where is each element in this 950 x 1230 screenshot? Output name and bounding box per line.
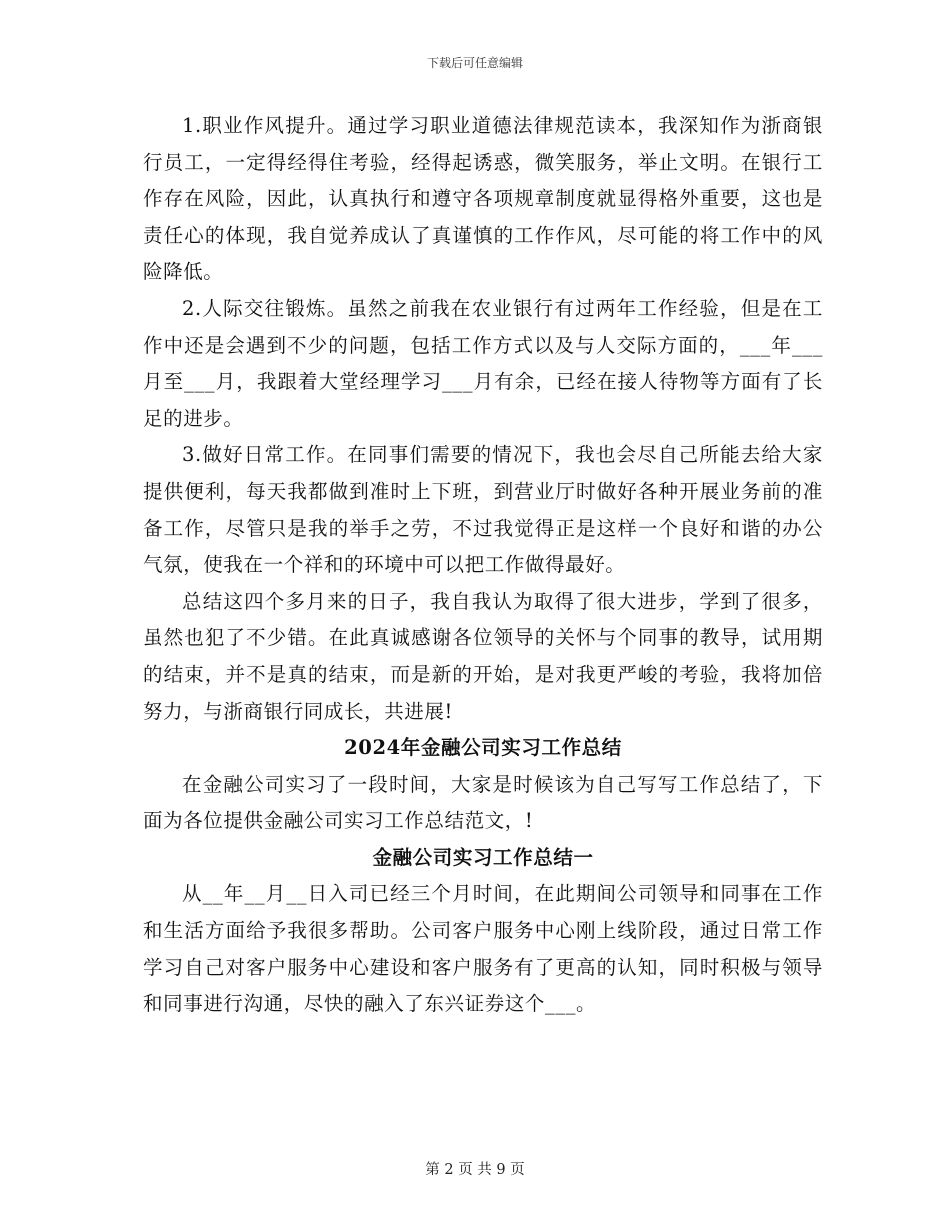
paragraph-intro: 在金融公司实习了一段时间，大家是时候该为自己写写工作总结了，下面为各位提供金融公司实习工作总结范文，! bbox=[143, 772, 823, 833]
paragraph-internship: 从__年__月__日入司已经三个月时间，在此期间公司领导和同事在工作和生活方面给予我很多帮助。公司客户服务中心刚上线阶段，通过日常工作学习自己对客户服务中心建设和客户服务有了更高的认知，同时积极与领导和同事进行沟通，尽快的融入了东兴证券这个___。 bbox=[143, 882, 823, 1016]
paragraph-work-style: 1.职业作风提升。通过学习职业道德法律规范读本，我深知作为浙商银行员工，一定得经得住考验，经得起诱惑，微笑服务，举止文明。在银行工作存在风险，因此，认真执行和遵守各项规章制度就显得格外重要，这也是责任心的体现，我自觉养成认了真谨慎的工作作风，尽可能的将工作中的风险降低。 bbox=[143, 114, 823, 284]
page-number: 第 2 页 共 9 页 bbox=[425, 1162, 525, 1178]
paragraph-interpersonal: 2.人际交往锻炼。虽然之前我在农业银行有过两年工作经验，但是在工作中还是会遇到不少的问题，包括工作方式以及与人交际方面的，___年___月至___月，我跟着大堂经理学习___月有余，已经在接人待物等方面有了长足的进步。 bbox=[143, 296, 823, 430]
paragraph-summary: 总结这四个多月来的日子，我自我认为取得了很大进步，学到了很多，虽然也犯了不少错。在此真诚感谢各位领导的关怀与个同事的教导，试用期的结束，并不是真的结束，而是新的开始，是对我更严峻的考验，我将加倍努力，与浙商银行同成长，共进展! bbox=[143, 589, 823, 723]
document-body bbox=[143, 108, 823, 1023]
section-title: 2024年金融公司实习工作总结 bbox=[344, 736, 622, 760]
paragraph-daily-work: 3.做好日常工作。在同事们需要的情况下，我也会尽自己所能去给大家提供便利，每天我都做到准时上下班，到营业厅时做好各种开展业务前的准备工作，尽管只是我的举手之劳，不过我觉得正是这样一个良好和谐的办公气氛，使我在一个祥和的环境中可以把工作做得最好。 bbox=[143, 443, 823, 577]
subsection-title: 金融公司实习工作总结一 bbox=[372, 845, 594, 869]
page-header: 下载后可任意编辑 bbox=[426, 56, 523, 70]
